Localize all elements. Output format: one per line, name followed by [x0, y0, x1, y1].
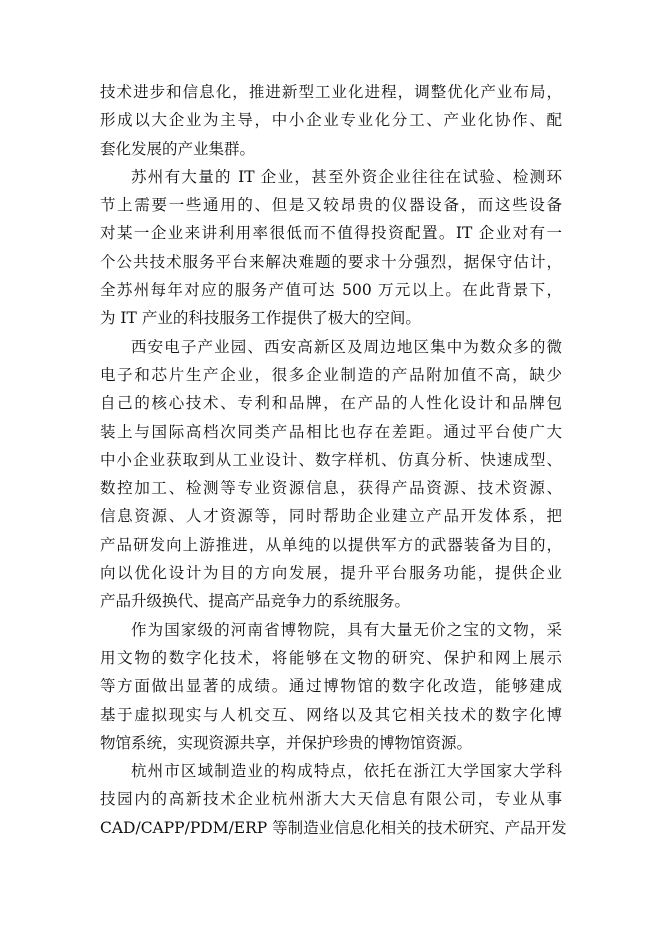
paragraph-4-line-4: 基于虚拟现实与人机交互、网络以及其它相关技术的数字化博	[100, 705, 562, 724]
paragraph-3-line-9: 向以优化设计为目的方向发展，提升平台服务功能，提供企业	[100, 564, 562, 583]
paragraph-4-line-3: 等方面做出显著的成绩。通过博物馆的数字化改造，能够建成	[100, 677, 562, 696]
paragraph-4-line-2: 用文物的数字化技术，将能够在文物的研究、保护和网上展示	[100, 648, 562, 667]
paragraph-2-line-3: 对某一企业来讲利用率很低而不值得投资配置。IT 企业对有一	[100, 224, 562, 243]
paragraph-5-line-1: 杭州市区域制造业的构成特点，依托在浙江大学国家大学科	[131, 762, 562, 781]
paragraph-3-line-5: 中小企业获取到从工业设计、数字样机、仿真分析、快速成型、	[100, 450, 562, 469]
paragraph-3-line-2: 电子和芯片生产企业，很多企业制造的产品附加值不高，缺少	[100, 365, 562, 384]
paragraph-2-line-6: 为 IT 产业的科技服务工作提供了极大的空间。	[100, 309, 421, 328]
paragraph-4-line-5: 物馆系统，实现资源共享，并保护珍贵的博物馆资源。	[100, 733, 473, 752]
paragraph-1-line-3: 套化发展的产业集群。	[100, 139, 256, 158]
paragraph-3-line-6: 数控加工、检测等专业资源信息，获得产品资源、技术资源、	[100, 479, 562, 498]
paragraph-2-line-1: 苏州有大量的 IT 企业，甚至外资企业往往在试验、检测环	[131, 167, 562, 186]
paragraph-4-line-1: 作为国家级的河南省博物院，具有大量无价之宝的文物，采	[131, 620, 562, 639]
paragraph-2-line-5: 全苏州每年对应的服务产值可达 500 万元以上。在此背景下，	[100, 281, 562, 300]
paragraph-3-line-4: 装上与国际高档次同类产品相比也存在差距。通过平台使广大	[100, 422, 562, 441]
paragraph-3-line-3: 自己的核心技术、专利和品牌，在产品的人性化设计和品牌包	[100, 394, 562, 413]
paragraph-1-line-2: 形成以大企业为主导，中小企业专业化分工、产业化协作、配	[100, 111, 562, 130]
paragraph-3-line-8: 产品研发向上游推进，从单纯的以提供军方的武器装备为目的，	[100, 535, 562, 554]
paragraph-2-line-2: 节上需要一些通用的、但是又较昂贵的仪器设备，而这些设备	[100, 196, 562, 215]
paragraph-5-line-2: 技园内的高新技术企业杭州浙大大天信息有限公司，专业从事	[100, 790, 562, 809]
paragraph-1-line-1: 技术进步和信息化，推进新型工业化进程，调整优化产业布局，	[100, 83, 562, 101]
paragraph-5-line-3: CAD/CAPP/PDM/ERP 等制造业信息化相关的技术研究、产品开发	[100, 818, 567, 837]
document-body	[100, 78, 567, 842]
paragraph-3-line-1: 西安电子产业园、西安高新区及周边地区集中为数众多的微	[131, 337, 562, 356]
paragraph-3-line-10: 产品升级换代、提高产品竞争力的系统服务。	[100, 592, 411, 611]
paragraph-3-line-7: 信息资源、人才资源等，同时帮助企业建立产品开发体系，把	[100, 507, 562, 526]
paragraph-2-line-4: 个公共技术服务平台来解决难题的要求十分强烈，据保守估计，	[100, 252, 562, 271]
